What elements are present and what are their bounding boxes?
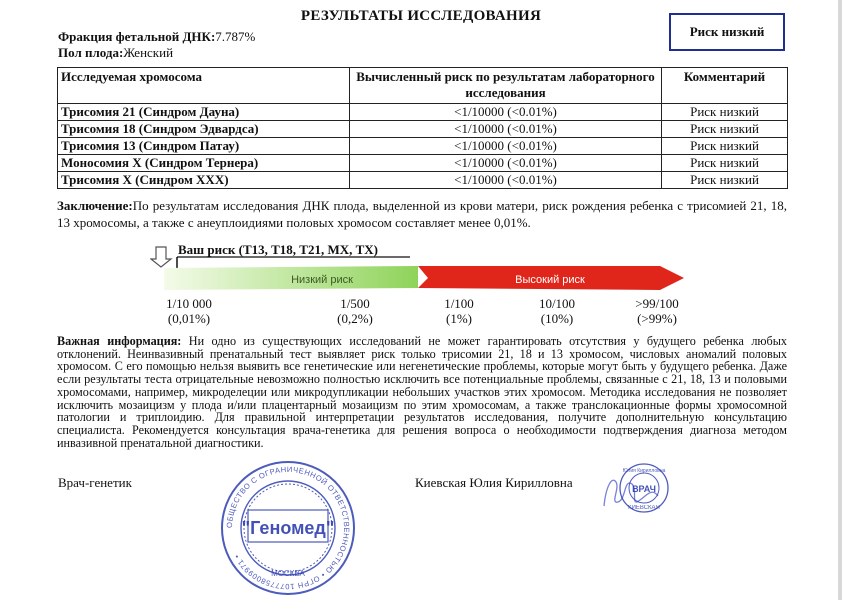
row-risk: <1/10000 (<0.01%): [350, 172, 662, 189]
overall-risk-badge: Риск низкий: [669, 13, 785, 51]
table-row: [58, 121, 788, 138]
table-row: [58, 138, 788, 155]
signer-name: Киевская Юлия Кирилловна: [415, 475, 573, 490]
signer-role: Врач-генетик: [58, 475, 132, 490]
row-comment: Риск низкий: [662, 121, 788, 138]
tick-ratio: 1/100: [444, 296, 474, 311]
doctor-signature-stamp: [596, 458, 676, 520]
tick-ratio: >99/100: [635, 296, 679, 311]
header-risk: Вычисленный риск по результатам лабораторного исследования: [350, 68, 662, 104]
scale-tick: [512, 296, 602, 326]
results-table: [57, 67, 788, 189]
header-comment: Комментарий: [662, 68, 788, 104]
table-row: [58, 155, 788, 172]
row-risk: <1/10000 (<0.01%): [350, 121, 662, 138]
important-information: [57, 335, 787, 449]
table-header-row: [58, 68, 788, 104]
info-text: Ни одно из существующих исследований не может гарантировать отсутствия у будущего ребенка любых отклонений. Неинвазивный пренатальный тест выявляет риск только трисомии 21, 18 и 13 хромосом, числовых аномалий половых хромосом. С его помощью нельзя выявить все генетические или негенетические проблемы, которые могут быть у будущего ребенка. Даже если результаты теста отрицательные невозможно полностью исключить все потенциальные проблемы, связанные с 21, 18, 13 и половыми хромосомами, например, микроделеции или микродупликации небольших участков этих хромосом. Методика исследования не позволяет исключить мозаицизм у плода и/или плацентарный мозаицизм по этим хромосомам, а также транслокационные формы хромосомной патологии и триплоидию. Для правильной интерпретации результатов исследования, получите дополнительную консультацию специалиста. Рекомендуется консультация врача-генетика для решения вопроса о необходимости подтверждения диагноза методом инвазивной пренатальной диагностики.: [57, 334, 787, 450]
row-chromosome: Трисомия 21 (Синдром Дауна): [58, 104, 350, 121]
row-risk: <1/10000 (<0.01%): [350, 155, 662, 172]
conclusion-text: По результатам исследования ДНК плода, выделенной из крови матери, риск рождения ребенка с трисомией 21, 18, 13 хромосомы, а также с анеуплоидиями половых хромосом составляет менее 0,01%.: [57, 198, 787, 230]
stamp-company-name: "Геномед": [241, 518, 335, 538]
row-chromosome: Моносомия X (Синдром Тернера): [58, 155, 350, 172]
scale-tick: [414, 296, 504, 326]
info-label: Важная информация:: [57, 334, 182, 348]
risk-scale-title: Ваш риск (Т13, Т18, Т21, МХ, ТХ): [178, 242, 379, 257]
tick-percent: (1%): [446, 311, 472, 326]
fetal-dna-label: Фракция фетальной ДНК:: [58, 29, 216, 44]
stamp-city: МОСКВА: [271, 569, 305, 578]
doctor-stamp-title: ВРАЧ: [632, 484, 656, 494]
row-chromosome: Трисомия 18 (Синдром Эдвардса): [58, 121, 350, 138]
fetal-dna-fraction: [58, 29, 255, 45]
fetus-sex-label: Пол плода:: [58, 45, 124, 60]
doctor-stamp-top: Юлия Кирилловна: [622, 468, 666, 474]
tick-ratio: 1/500: [340, 296, 370, 311]
your-risk-pointer-icon: [151, 247, 171, 267]
scale-tick: [310, 296, 400, 326]
doctor-stamp-bottom: КИЕВСКАЯ: [628, 505, 660, 511]
fetus-sex-value: Женский: [123, 45, 174, 60]
row-comment: Риск низкий: [662, 155, 788, 172]
tick-percent: (0,01%): [167, 311, 211, 326]
low-risk-label: Низкий риск: [291, 274, 353, 286]
row-chromosome: Трисомия X (Синдром XXX): [58, 172, 350, 189]
page-edge: [838, 0, 842, 600]
tick-percent: (0,2%): [337, 311, 373, 326]
tick-percent: (10%): [540, 311, 574, 326]
scale-tick: [144, 296, 234, 326]
row-risk: <1/10000 (<0.01%): [350, 138, 662, 155]
report-title: РЕЗУЛЬТАТЫ ИССЛЕДОВАНИЯ: [300, 8, 542, 24]
company-stamp: [218, 458, 358, 600]
table-row: [58, 172, 788, 189]
fetus-sex: [58, 45, 173, 61]
row-risk: <1/10000 (<0.01%): [350, 104, 662, 121]
row-comment: Риск низкий: [662, 138, 788, 155]
conclusion: [57, 197, 787, 231]
tick-percent: (>99%): [637, 311, 677, 326]
tick-ratio: 10/100: [538, 296, 576, 311]
tick-ratio: 1/10 000: [166, 296, 212, 311]
row-comment: Риск низкий: [662, 172, 788, 189]
row-chromosome: Трисомия 13 (Синдром Патау): [58, 138, 350, 155]
conclusion-label: Заключение:: [57, 198, 133, 213]
scale-tick: [612, 296, 702, 326]
header-chromosome: Исследуемая хромосома: [58, 68, 350, 104]
fetal-dna-value: 7.787%: [215, 29, 256, 44]
row-comment: Риск низкий: [662, 104, 788, 121]
table-row: [58, 104, 788, 121]
stamp-ring-text: ОБЩЕСТВО С ОГРАНИЧЕННОЙ ОТВЕТСТВЕННОСТЬЮ • ОГРН 1077758009971 •: [224, 464, 352, 592]
high-risk-label: Высокий риск: [515, 274, 585, 286]
